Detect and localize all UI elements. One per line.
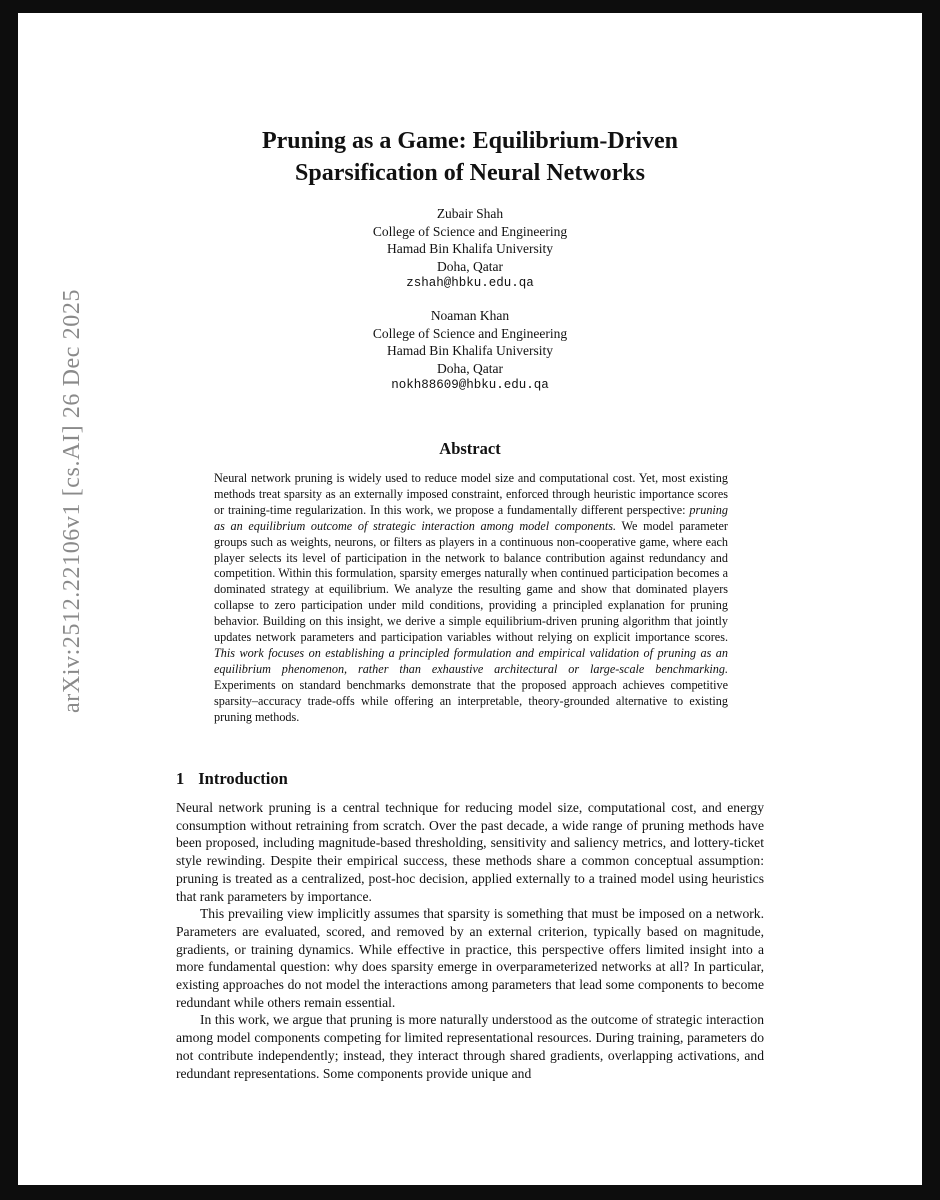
section-number: 1 bbox=[176, 769, 185, 788]
author-department: College of Science and Engineering bbox=[372, 223, 568, 239]
author-block-1 bbox=[218, 205, 722, 293]
author-name: Noaman Khan bbox=[430, 308, 510, 323]
author-block-2 bbox=[218, 307, 722, 395]
abstract-emphasis-1: pruning as an equilibrium outcome of strategic interaction among model components. bbox=[214, 502, 728, 533]
intro-paragraph-1: Neural network pruning is a central technique for reducing model size, computational cost, and energy consumption without retraining from scratch. Over the past decade, a wide range of pruning methods have been proposed, including magnitude-based thresholding, sensitivity and saliency metrics, and lottery-ticket style rewinding. Despite their empirical success, these methods share a common conceptual assumption: pruning is treated as a centralized, post-hoc decision, applied externally to a trained model using heuristics that rank parameters by importance. bbox=[176, 800, 764, 904]
abstract-emphasis-2: This work focuses on establishing a principled formulation and empirical validation of pruning as an equilibrium phenomenon, rather than exhaustive architectural or large-scale benchmarking. bbox=[214, 645, 728, 676]
abstract-text bbox=[214, 471, 728, 726]
intro-paragraph-2: This prevailing view implicitly assumes that sparsity is something that must be imposed on a network. Parameters are evaluated, scored, and removed by an external criterion, typically based on magnitude, gradients, or training dynamics. While effective in practice, this perspective offers limited insight into a more fundamental question: why does sparsity emerge in overparameterized networks at all? In particular, existing approaches do not model the interactions among parameters that lead some components to become redundant while others remain essential. bbox=[176, 906, 764, 1010]
section-title: Introduction bbox=[198, 769, 288, 788]
abstract-heading: Abstract bbox=[439, 439, 501, 458]
introduction-body bbox=[176, 799, 764, 1082]
intro-paragraph-3: In this work, we argue that pruning is more naturally understood as the outcome of strategic interaction among model components competing for limited representational resources. During training, parameters do not contribute independently; instead, they interact through shared gradients, overlapping activations, and redundant representations. Some components provide unique and bbox=[176, 1012, 764, 1081]
author-email: nokh88609@hbku.edu.qa bbox=[391, 378, 549, 392]
section-heading-introduction bbox=[176, 769, 288, 789]
author-university: Hamad Bin Khalifa University bbox=[386, 241, 554, 256]
abstract-text-part-2: We model parameter groups such as weights, neurons, or filters as players in a continuous non-cooperative game, where each player selects its level of participation in the network to balance contribution against redundancy and competition. Within this formulation, sparsity emerges naturally when continued participation becomes a dominated strategy at equilibrium. We analyze the resulting game and show that dominated players collapse to zero participation under mild conditions, providing a principled explanation for pruning behavior. Building on this insight, we derive a simple equilibrium-driven pruning algorithm that jointly updates network parameters and participation variables without relying on explicit importance scores. bbox=[214, 518, 728, 645]
author-university: Hamad Bin Khalifa University bbox=[386, 343, 554, 358]
abstract-text-part-3: Experiments on standard benchmarks demonstrate that the proposed approach achieves competitive sparsity–accuracy trade-offs while offering an interpretable, theory-grounded alternative to existing pruning methods. bbox=[214, 677, 728, 724]
author-name: Zubair Shah bbox=[436, 206, 504, 221]
paper-page bbox=[18, 13, 922, 1185]
paper-title bbox=[118, 125, 822, 189]
arxiv-identifier: arXiv:2512.22106v1 [cs.AI] 26 Dec 2025 bbox=[59, 288, 85, 713]
author-department: College of Science and Engineering bbox=[372, 325, 568, 341]
author-location: Doha, Qatar bbox=[437, 360, 503, 376]
paper-title-line-2: Sparsification of Neural Networks bbox=[295, 160, 645, 186]
author-location: Doha, Qatar bbox=[437, 258, 503, 274]
paper-title-line-1: Pruning as a Game: Equilibrium-Driven bbox=[261, 128, 679, 154]
abstract-text-part-1: Neural network pruning is widely used to reduce model size and computational cost. Yet, most existing methods treat sparsity as an externally imposed constraint, enforced through heuristic importance scores or training-time regularization. In this work, we propose a fundamentally different perspective: bbox=[214, 471, 728, 517]
author-email: zshah@hbku.edu.qa bbox=[406, 276, 534, 290]
